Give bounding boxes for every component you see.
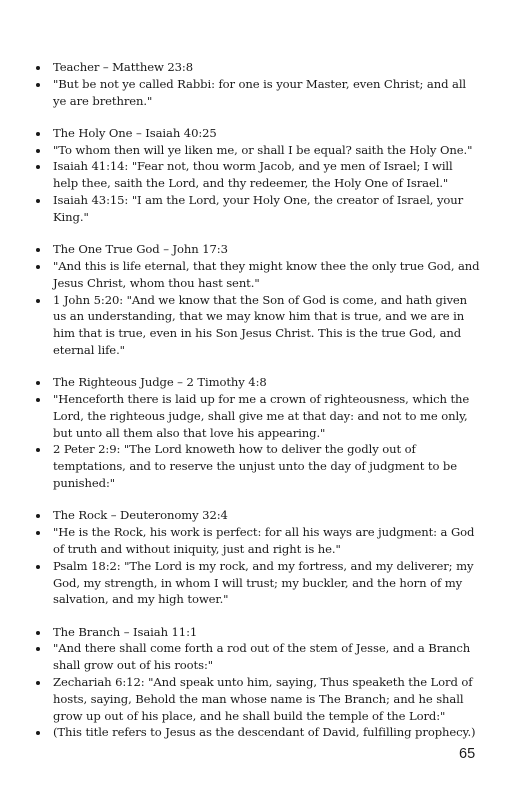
section-heading: The One True God – John 17:3 (35, 241, 480, 258)
scripture-quote: Psalm 18:2: "The Lord is my rock, and my fortress, and my deliverer; my God, my strength, in whom I will trust; my buckler, and the horn of my salvation, and my high tower." (35, 558, 480, 608)
content-area (35, 59, 480, 757)
section-holy-one (35, 125, 480, 226)
scripture-quote: "But be not ye called Rabbi: for one is your Master, even Christ; and all ye are brethren." (35, 76, 480, 110)
scripture-quote: 1 John 5:20: "And we know that the Son of God is come, and hath given us an understanding, that we may know him that is true, and we are in him that is true, even in his Son Jesus Christ. This is the true God, and eternal life." (35, 292, 480, 359)
scripture-quote: "To whom then will ye liken me, or shall I be equal? saith the Holy One." (35, 142, 480, 159)
section-heading: The Holy One – Isaiah 40:25 (35, 125, 480, 142)
scripture-quote: "He is the Rock, his work is perfect: for all his ways are judgment: a God of truth and without iniquity, just and right is he." (35, 524, 480, 558)
section-heading: The Rock – Deuteronomy 32:4 (35, 507, 480, 524)
section-heading: The Branch – Isaiah 11:1 (35, 624, 480, 641)
scripture-quote: "And this is life eternal, that they might know thee the only true God, and Jesus Christ, whom thou hast sent." (35, 258, 480, 292)
scripture-quote: Zechariah 6:12: "And speak unto him, saying, Thus speaketh the Lord of hosts, saying, Behold the man whose name is The Branch; and he shall grow up out of his place, and he shall build the temple of the Lord:" (35, 674, 480, 724)
note-text: (This title refers to Jesus as the descendant of David, fulfilling prophecy.) (35, 724, 480, 741)
scripture-quote: 2 Peter 2:9: "The Lord knoweth how to deliver the godly out of temptations, and to reserve the unjust unto the day of judgment to be punished:" (35, 441, 480, 491)
section-rock (35, 507, 480, 608)
section-heading: The Righteous Judge – 2 Timothy 4:8 (35, 374, 480, 391)
section-teacher (35, 59, 480, 109)
scripture-quote: "Henceforth there is laid up for me a crown of righteousness, which the Lord, the righteous judge, shall give me at that day: and not to me only, but unto all them also that love his appearing." (35, 391, 480, 441)
scripture-quote: Isaiah 43:15: "I am the Lord, your Holy One, the creator of Israel, your King." (35, 192, 480, 226)
section-branch (35, 624, 480, 742)
scripture-quote: "And there shall come forth a rod out of the stem of Jesse, and a Branch shall grow out of his roots:" (35, 640, 480, 674)
scripture-quote: Isaiah 41:14: "Fear not, thou worm Jacob, and ye men of Israel; I will help thee, saith the Lord, and thy redeemer, the Holy One of Israel." (35, 158, 480, 192)
page-number: 65 (459, 746, 476, 762)
section-righteous-judge (35, 374, 480, 492)
section-heading: Teacher – Matthew 23:8 (35, 59, 480, 76)
section-one-true-god (35, 241, 480, 359)
